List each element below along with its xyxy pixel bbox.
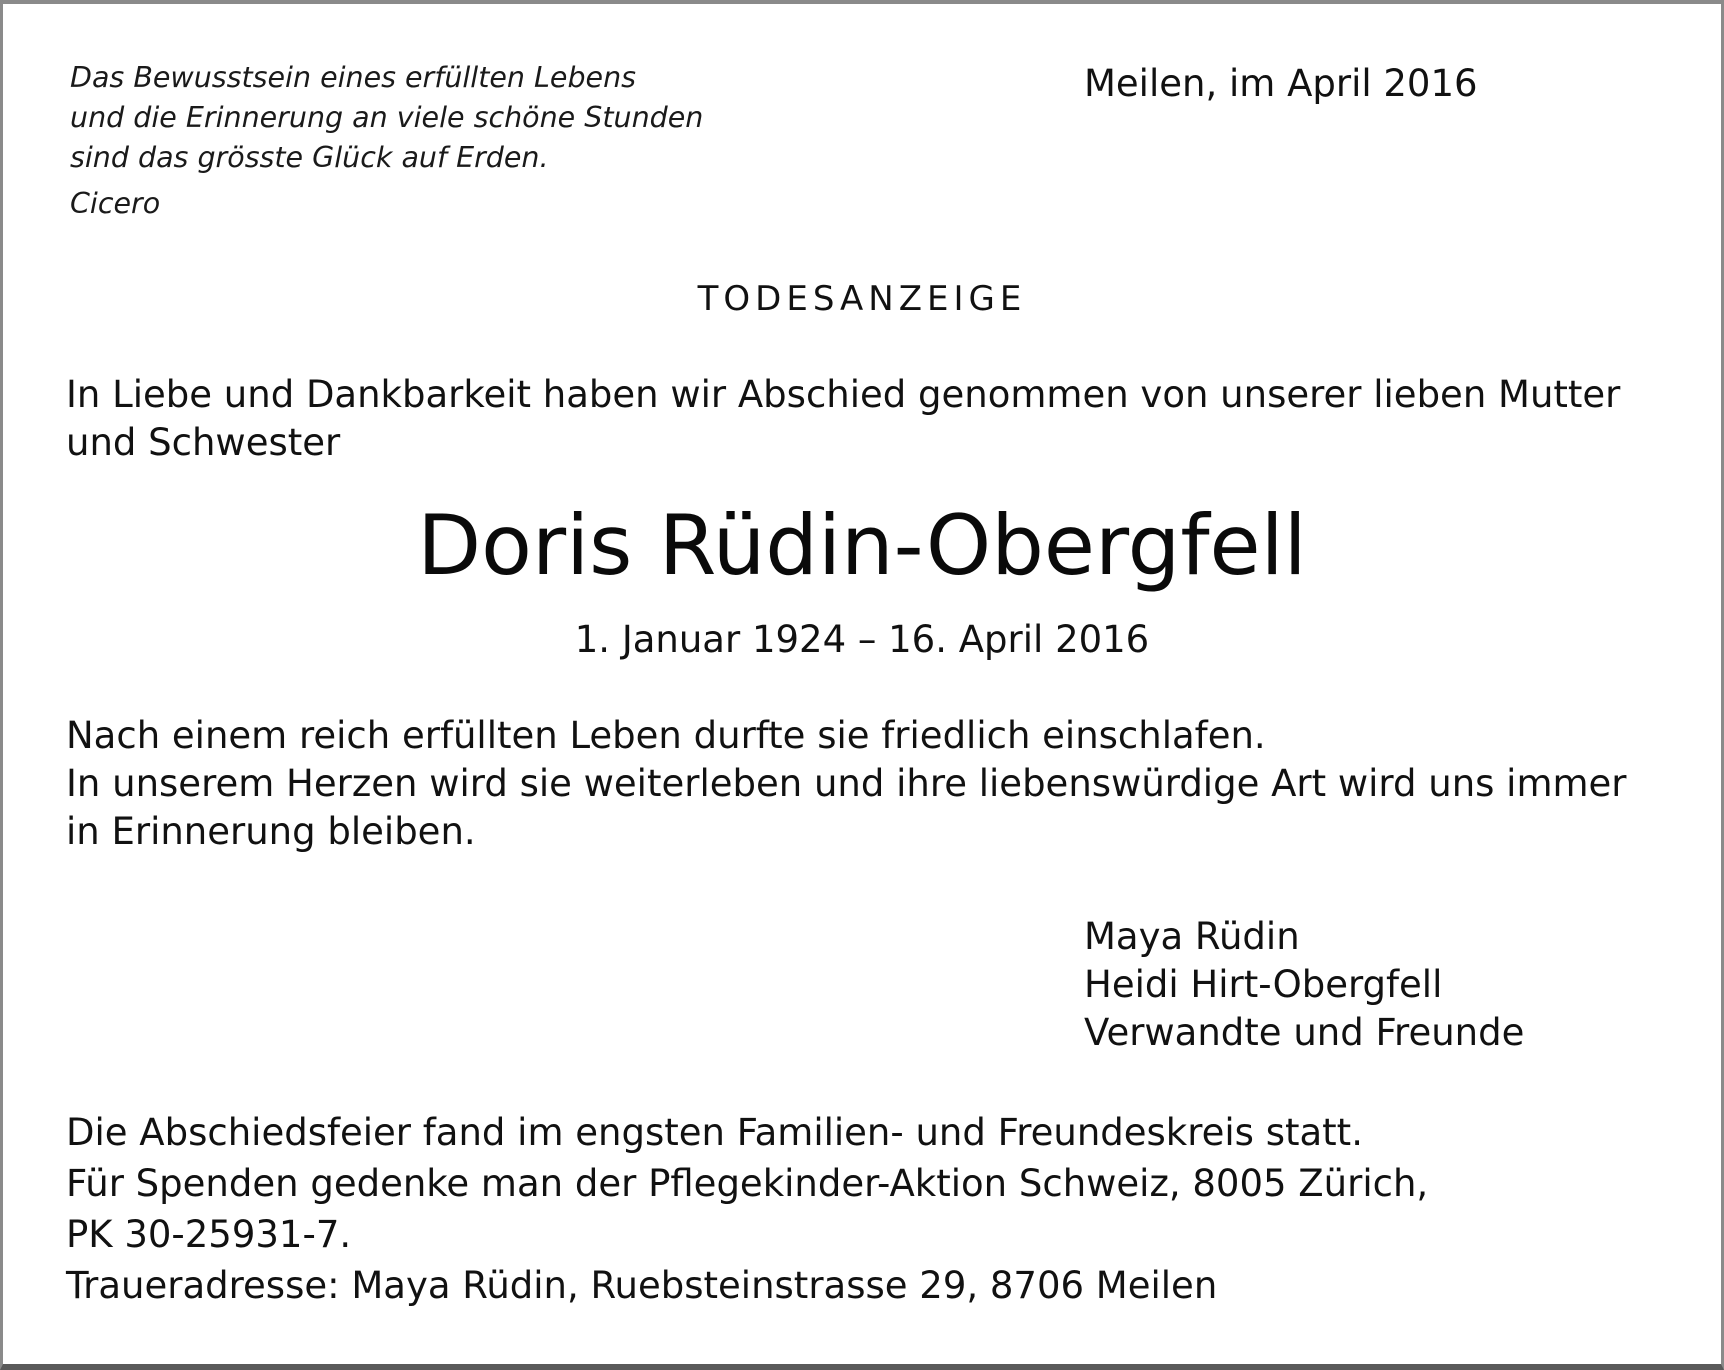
motto-line: und die Erinnerung an viele schöne Stunden: [70, 101, 704, 134]
closing-info: [66, 1107, 1428, 1311]
notice-heading: TODESANZEIGE: [697, 279, 1027, 319]
ceremony-note: Die Abschiedsfeier fand im engsten Familien- und Freundeskreis statt.: [66, 1111, 1363, 1154]
message-line: In unserem Herzen wird sie weiterleben und ihre liebenswürdige Art wird uns immer: [66, 762, 1627, 805]
mourning-address: Traueradresse: Maya Rüdin, Ruebsteinstrasse 29, 8706 Meilen: [66, 1264, 1218, 1307]
place-date: Meilen, im April 2016: [1084, 62, 1478, 105]
mourners-list: [1084, 913, 1524, 1057]
intro-line: In Liebe und Dankbarkeit haben wir Abschied genommen von unserer lieben Mutter: [66, 373, 1621, 416]
motto-line: Das Bewusstsein eines erfüllten Lebens: [70, 61, 636, 94]
donation-note: Für Spenden gedenke man der Pflegekinder-Aktion Schweiz, 8005 Zürich,: [66, 1162, 1429, 1205]
intro-text: [66, 371, 1620, 467]
motto-line: sind das grösste Glück auf Erden.: [70, 141, 549, 174]
message-line: in Erinnerung bleiben.: [66, 810, 476, 853]
motto-author: Cicero: [70, 187, 161, 220]
mourner-name: Verwandte und Freunde: [1084, 1011, 1525, 1054]
life-dates: 1. Januar 1924 – 16. April 2016: [574, 618, 1150, 661]
deceased-name: Doris Rüdin-Obergfell: [417, 497, 1307, 594]
intro-line: und Schwester: [66, 421, 341, 464]
donation-account: PK 30-25931-7.: [66, 1213, 352, 1256]
message-line: Nach einem reich erfüllten Leben durfte sie friedlich einschlafen.: [66, 714, 1266, 757]
motto-quote: [70, 58, 703, 224]
mourner-name: Heidi Hirt-Obergfell: [1084, 963, 1443, 1006]
mourner-name: Maya Rüdin: [1084, 915, 1300, 958]
memorial-message: [66, 712, 1627, 856]
